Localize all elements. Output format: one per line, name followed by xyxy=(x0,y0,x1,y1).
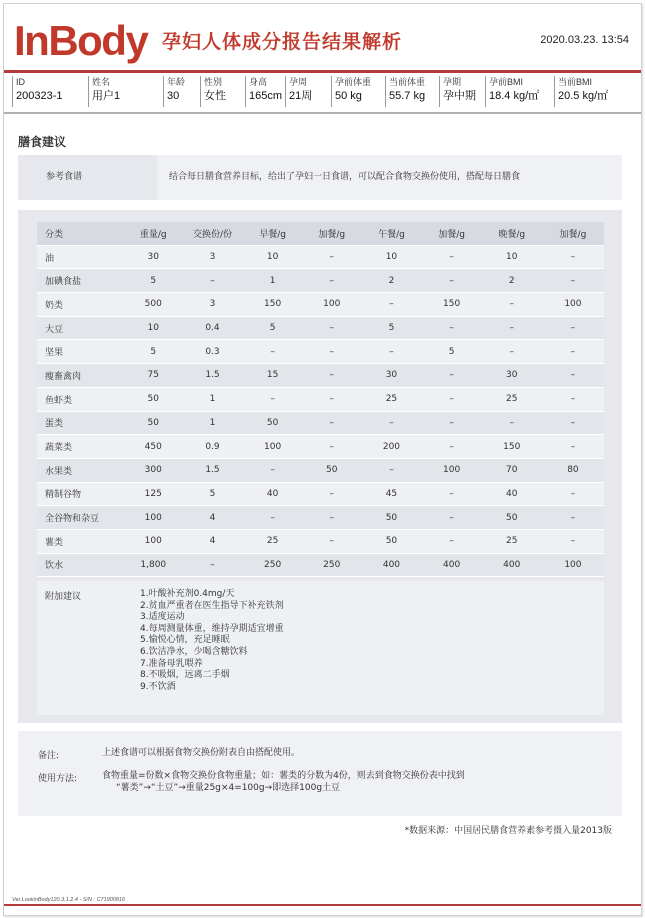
food-value-cell: 25 xyxy=(482,387,542,411)
food-category-cell: 蔬菜类 xyxy=(37,435,125,459)
food-value-cell: – xyxy=(542,435,604,459)
patient-info-bar xyxy=(12,76,618,110)
food-value-cell: 50 xyxy=(482,506,542,530)
info-prepregnancy-bmi: 孕前BMI 18.4 kg/㎡ xyxy=(485,76,554,107)
advice-item: 6.饮洁净水，少喝含糖饮料 xyxy=(140,646,248,657)
food-category-cell: 瘦畜禽肉 xyxy=(37,364,125,388)
food-plan-panel xyxy=(18,210,622,723)
table-row xyxy=(37,245,604,269)
table-row xyxy=(37,435,604,459)
food-value-cell: 100 xyxy=(125,506,182,530)
food-value-cell: – xyxy=(361,458,421,482)
food-value-cell: 10 xyxy=(361,245,421,269)
table-row xyxy=(37,506,604,530)
food-value-cell: 1,800 xyxy=(125,553,182,577)
food-value-cell: – xyxy=(422,364,482,388)
food-value-cell: – xyxy=(482,293,542,317)
notes-panel xyxy=(18,731,622,816)
food-value-cell: 400 xyxy=(482,553,542,577)
food-value-cell: 30 xyxy=(482,364,542,388)
info-current-weight: 当前体重 55.7 kg xyxy=(385,76,439,107)
food-value-cell: – xyxy=(361,293,421,317)
version-info: Ver.LookinBody120.3.1.2.4 - S/N : C71900816 xyxy=(12,897,126,903)
food-value-cell: 150 xyxy=(243,293,302,317)
food-value-cell: 40 xyxy=(243,482,302,506)
food-value-cell: – xyxy=(422,269,482,293)
food-value-cell: 25 xyxy=(482,529,542,553)
food-value-cell: 125 xyxy=(125,482,182,506)
food-value-cell: 15 xyxy=(243,364,302,388)
food-value-cell: – xyxy=(182,553,243,577)
info-gender: 性别 女性 xyxy=(200,76,245,107)
additional-advice xyxy=(37,581,604,715)
table-row xyxy=(37,529,604,553)
food-value-cell: – xyxy=(542,245,604,269)
food-category-cell: 鱼虾类 xyxy=(37,387,125,411)
column-header: 加餐/g xyxy=(542,222,604,245)
food-value-cell: 25 xyxy=(361,387,421,411)
report-header xyxy=(4,4,641,112)
food-value-cell: 0.4 xyxy=(182,316,243,340)
food-value-cell: – xyxy=(302,529,361,553)
food-value-cell: – xyxy=(542,411,604,435)
advice-item: 3.适度运动 xyxy=(140,612,185,623)
usage-text-line2: “薯类”→“土豆”→重量25g×4=100g→即选择100g土豆 xyxy=(116,783,341,793)
food-value-cell: 1 xyxy=(182,387,243,411)
food-value-cell: 5 xyxy=(125,269,182,293)
food-value-cell: 100 xyxy=(302,293,361,317)
table-row xyxy=(37,482,604,506)
food-value-cell: 50 xyxy=(125,387,182,411)
food-value-cell: 100 xyxy=(542,293,604,317)
report-title: 孕妇人体成分报告结果解析 xyxy=(162,31,403,53)
table-row xyxy=(37,269,604,293)
food-value-cell: 4 xyxy=(182,529,243,553)
food-value-cell: – xyxy=(422,411,482,435)
food-value-cell: – xyxy=(302,387,361,411)
info-height: 身高 165cm xyxy=(245,76,285,107)
advice-item: 9.不饮酒 xyxy=(140,681,176,692)
remark-text: 上述食谱可以根据食物交换份附表自由搭配使用。 xyxy=(102,748,301,758)
food-value-cell: 5 xyxy=(125,340,182,364)
reference-text: 结合每日膳食营养目标，给出了孕妇一日食谱，可以配合食物交换份使用，搭配每日膳食 xyxy=(169,172,521,182)
food-value-cell: 10 xyxy=(482,245,542,269)
report-page xyxy=(3,3,642,916)
advice-label: 附加建议 xyxy=(45,592,82,602)
food-value-cell: – xyxy=(361,411,421,435)
table-row xyxy=(37,316,604,340)
table-row xyxy=(37,387,604,411)
food-value-cell: 10 xyxy=(125,316,182,340)
food-value-cell: – xyxy=(302,435,361,459)
food-value-cell: – xyxy=(482,411,542,435)
food-category-cell: 加碘食盐 xyxy=(37,269,125,293)
report-datetime: 2020.03.23. 13:54 xyxy=(540,34,629,46)
advice-item: 5.愉悦心情，充足睡眠 xyxy=(140,635,230,646)
section-title: 膳食建议 xyxy=(18,135,67,149)
food-value-cell: 250 xyxy=(302,553,361,577)
advice-item: 2.贫血严重者在医生指导下补充铁剂 xyxy=(140,600,284,611)
remark-label: 备注: xyxy=(38,751,60,761)
food-value-cell: – xyxy=(302,340,361,364)
food-value-cell: 50 xyxy=(361,529,421,553)
food-value-cell: 50 xyxy=(125,411,182,435)
table-row xyxy=(37,340,604,364)
food-table-body xyxy=(37,245,604,577)
food-value-cell: – xyxy=(302,506,361,530)
food-value-cell: – xyxy=(243,387,302,411)
food-value-cell: 3 xyxy=(182,245,243,269)
food-value-cell: 10 xyxy=(243,245,302,269)
food-category-cell: 饮水 xyxy=(37,553,125,577)
food-value-cell: – xyxy=(422,435,482,459)
food-value-cell: 150 xyxy=(422,293,482,317)
advice-item: 8.不吸烟，远离二手烟 xyxy=(140,670,230,681)
food-value-cell: – xyxy=(302,245,361,269)
column-header: 交换份/份 xyxy=(182,222,243,245)
usage-text-line1: 食物重量=份数×食物交换份食物重量；如：薯类的分数为4份，则去到食物交换份表中找到 xyxy=(102,771,465,781)
food-value-cell: 50 xyxy=(361,506,421,530)
food-value-cell: 500 xyxy=(125,293,182,317)
food-value-cell: 0.9 xyxy=(182,435,243,459)
column-header: 早餐/g xyxy=(243,222,302,245)
info-divider xyxy=(4,112,641,114)
column-header: 分类 xyxy=(37,222,125,245)
food-value-cell: 5 xyxy=(243,316,302,340)
food-value-cell: 45 xyxy=(361,482,421,506)
food-value-cell: 1 xyxy=(243,269,302,293)
reference-box xyxy=(157,155,622,200)
food-value-cell: – xyxy=(542,529,604,553)
info-name: 姓名 用户1 xyxy=(88,76,163,107)
food-value-cell: 400 xyxy=(422,553,482,577)
usage-label: 使用方法: xyxy=(38,774,78,784)
table-header-row xyxy=(37,222,604,245)
food-value-cell: 4 xyxy=(182,506,243,530)
reference-label: 参考食谱 xyxy=(46,172,83,182)
food-value-cell: – xyxy=(422,387,482,411)
food-category-cell: 油 xyxy=(37,245,125,269)
food-value-cell: 150 xyxy=(482,435,542,459)
food-value-cell: 2 xyxy=(361,269,421,293)
food-value-cell: 50 xyxy=(243,411,302,435)
food-value-cell: 5 xyxy=(182,482,243,506)
food-value-cell: 75 xyxy=(125,364,182,388)
food-value-cell: 400 xyxy=(361,553,421,577)
table-row xyxy=(37,411,604,435)
info-age: 年龄 30 xyxy=(163,76,200,107)
food-value-cell: 3 xyxy=(182,293,243,317)
column-header: 晚餐/g xyxy=(482,222,542,245)
table-row xyxy=(37,293,604,317)
food-value-cell: 1 xyxy=(182,411,243,435)
food-value-cell: – xyxy=(422,482,482,506)
food-value-cell: – xyxy=(422,316,482,340)
food-value-cell: 5 xyxy=(422,340,482,364)
footer-divider xyxy=(4,904,641,906)
food-category-cell: 精制谷物 xyxy=(37,482,125,506)
column-header: 午餐/g xyxy=(361,222,421,245)
food-value-cell: 30 xyxy=(125,245,182,269)
food-value-cell: 70 xyxy=(482,458,542,482)
food-value-cell: 300 xyxy=(125,458,182,482)
table-row xyxy=(37,458,604,482)
food-value-cell: 250 xyxy=(243,553,302,577)
food-value-cell: 0.3 xyxy=(182,340,243,364)
header-divider xyxy=(4,70,641,73)
food-table xyxy=(37,222,604,577)
inbody-logo: InBody xyxy=(14,17,148,64)
food-value-cell: – xyxy=(302,364,361,388)
food-value-cell: – xyxy=(182,269,243,293)
food-category-cell: 奶类 xyxy=(37,293,125,317)
food-value-cell: 30 xyxy=(361,364,421,388)
food-value-cell: – xyxy=(422,506,482,530)
info-id: ID 200323-1 xyxy=(12,76,88,107)
food-value-cell: – xyxy=(542,340,604,364)
food-value-cell: – xyxy=(542,316,604,340)
table-row xyxy=(37,364,604,388)
food-category-cell: 全谷物和杂豆 xyxy=(37,506,125,530)
food-value-cell: 100 xyxy=(243,435,302,459)
food-value-cell: 25 xyxy=(243,529,302,553)
info-pregnancy-stage: 孕期 孕中期 xyxy=(439,76,485,107)
food-value-cell: – xyxy=(542,269,604,293)
advice-item: 1.叶酸补充剂0.4mg/天 xyxy=(140,589,235,599)
food-value-cell: – xyxy=(302,316,361,340)
column-header: 重量/g xyxy=(125,222,182,245)
food-category-cell: 薯类 xyxy=(37,529,125,553)
advice-list xyxy=(140,589,284,693)
food-value-cell: – xyxy=(243,506,302,530)
food-value-cell: – xyxy=(542,506,604,530)
food-category-cell: 大豆 xyxy=(37,316,125,340)
food-value-cell: 200 xyxy=(361,435,421,459)
food-value-cell: 100 xyxy=(542,553,604,577)
info-prepregnancy-weight: 孕前体重 50 kg xyxy=(331,76,385,107)
food-value-cell: 80 xyxy=(542,458,604,482)
table-row xyxy=(37,553,604,577)
food-value-cell: 5 xyxy=(361,316,421,340)
food-value-cell: – xyxy=(361,340,421,364)
food-value-cell: – xyxy=(542,482,604,506)
column-header: 加餐/g xyxy=(302,222,361,245)
food-value-cell: – xyxy=(302,269,361,293)
food-value-cell: – xyxy=(243,458,302,482)
food-value-cell: – xyxy=(422,245,482,269)
food-value-cell: 50 xyxy=(302,458,361,482)
data-source: *数据来源：中国居民膳食营养素参考摄入量2013版 xyxy=(404,826,612,836)
food-value-cell: 100 xyxy=(125,529,182,553)
food-value-cell: – xyxy=(542,387,604,411)
food-value-cell: – xyxy=(302,411,361,435)
reference-panel xyxy=(18,155,622,200)
advice-item: 4.每周测量体重，维持孕期适宜增重 xyxy=(140,623,284,634)
info-gestation-week: 孕周 21周 xyxy=(285,76,331,107)
food-category-cell: 蛋类 xyxy=(37,411,125,435)
info-current-bmi: 当前BMI 20.5 kg/㎡ xyxy=(554,76,618,107)
food-value-cell: – xyxy=(542,364,604,388)
food-value-cell: 1.5 xyxy=(182,364,243,388)
food-value-cell: 40 xyxy=(482,482,542,506)
food-value-cell: – xyxy=(422,529,482,553)
food-value-cell: – xyxy=(482,316,542,340)
food-value-cell: – xyxy=(243,340,302,364)
food-value-cell: 450 xyxy=(125,435,182,459)
food-value-cell: 1.5 xyxy=(182,458,243,482)
column-header: 加餐/g xyxy=(422,222,482,245)
food-category-cell: 坚果 xyxy=(37,340,125,364)
food-value-cell: – xyxy=(302,482,361,506)
advice-item: 7.准备母乳喂养 xyxy=(140,658,203,669)
food-category-cell: 水果类 xyxy=(37,458,125,482)
food-value-cell: 2 xyxy=(482,269,542,293)
food-value-cell: – xyxy=(482,340,542,364)
food-value-cell: 100 xyxy=(422,458,482,482)
